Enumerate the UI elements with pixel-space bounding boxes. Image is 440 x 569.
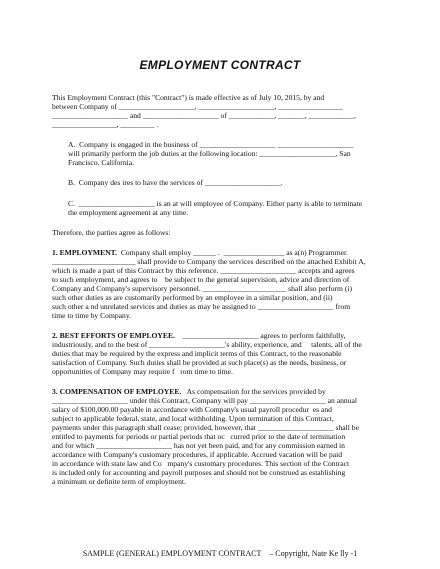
- section-3-line: in accordance with state law and Co mpany's customary procedures. This section of the Contract: [52, 459, 350, 468]
- section-3-line: accordance with Company's customary procedures, if applicable. Accrued vacation will be paid: [52, 450, 343, 459]
- section-2-line: ____________________ agrees to perform faithfully,: [174, 331, 346, 340]
- document-title: EMPLOYMENT CONTRACT: [139, 58, 301, 72]
- intro-line: between Company of ____________________, ____________________, _________________: [52, 102, 343, 111]
- intro-line: This Employment Contract (this "Contract") is made effective as of July 10, 2015, by and: [52, 93, 325, 102]
- section-3-first-line: [52, 387, 326, 396]
- page-footer: SAMPLE (GENERAL) EMPLOYMENT CONTRACT – Copyright, Nate Ke lly -1: [82, 549, 358, 558]
- section-1-line: Company shall employ ______ . ________________ as a(n) Programmer.: [117, 248, 348, 257]
- section-3-heading: 3. COMPENSATION OF EMPLOYEE.: [52, 387, 182, 396]
- recital-b-line: B. Company des ires to have the services of ____________________.: [68, 178, 283, 187]
- recital-c-line: the employment agreement at any time.: [68, 208, 189, 217]
- section-2-first-line: [52, 331, 346, 340]
- recital-c-line: C. ____________________ is an at will employee of Company. Either party is able to terminate: [68, 199, 363, 208]
- recital-a-line: A. Company is engaged in the business of ____________________ ____________________: [68, 140, 354, 149]
- section-1-line: to such employment, and agrees to be subject to the general supervision, advice and direction of: [52, 275, 350, 284]
- therefore-text: Therefore, the parties agree as follows:: [52, 228, 171, 237]
- intro-line: ____________________ and ____________________ of ____________, _______, ____________,: [52, 111, 356, 120]
- section-1-line: Company and Company's supervisory personnel. ______________________ shall also perform (i): [52, 284, 353, 293]
- section-2-line: duties that may be required by the express and implicit terms of this Contract, to the reasonable: [52, 349, 342, 358]
- section-3-line: is included only for accounting and payroll purposes and should not be construed as establishing: [52, 468, 346, 477]
- section-1-line: such other duties as are customarily performed by an employee in a similar position, and (ii): [52, 293, 333, 302]
- section-1-first-line: [52, 248, 348, 257]
- intro-line: _________________, _________ .: [52, 120, 159, 129]
- recital-a-line: will primarily perform the job duties at the following location: ____________________, San: [68, 149, 351, 158]
- section-3-line: payments under this paragraph shall cease; provided, however, that ____________________ shall be: [52, 423, 359, 432]
- section-1-heading: 1. EMPLOYMENT.: [52, 248, 118, 257]
- section-2-line: industriously, and to the best of ____________________'s ability, experience, and talents, all of the: [52, 340, 362, 349]
- section-3-line: As compensation for the services provided by: [181, 387, 326, 396]
- section-3-line: and for which ____________________ has not yet been paid, and for any commission earned in: [52, 441, 345, 450]
- recital-a-line: Francisco, California.: [68, 158, 135, 167]
- section-3-line: salary of $100,000.00 payable in accordance with Company's usual payroll procedur es and: [52, 405, 332, 414]
- section-2-heading: 2. BEST EFFORTS OF EMPLOYEE.: [52, 331, 175, 340]
- section-1-line: such other a nd unrelated services and duties as may be assigned to ____________________ from: [52, 302, 351, 311]
- section-3-line: entitled to payments for periods or partial periods that oc curred prior to the date of termination: [52, 432, 346, 441]
- section-3-line: ____________________ under this Contract, Company will pay ____________________ an annual: [52, 396, 357, 405]
- section-3-line: a minimum or definite term of employment.: [52, 477, 186, 486]
- section-1-line: which is made a part of this Contract by this reference. ____________________ accepts and agrees: [52, 266, 355, 275]
- section-3-line: subject to applicable federal, state, and local withholding. Upon termination of this Contract,: [52, 414, 334, 423]
- section-2-line: opportunities of Company may require f rom time to time.: [52, 367, 233, 376]
- section-1-line: ______________________ shall provide to Company the services described on the attached Exhibit A,: [52, 257, 366, 266]
- section-2-line: satisfaction of Company. Such duties shall be provided at such place(s) as the needs, business, or: [52, 358, 347, 367]
- section-1-line: time to time by Company.: [52, 311, 132, 320]
